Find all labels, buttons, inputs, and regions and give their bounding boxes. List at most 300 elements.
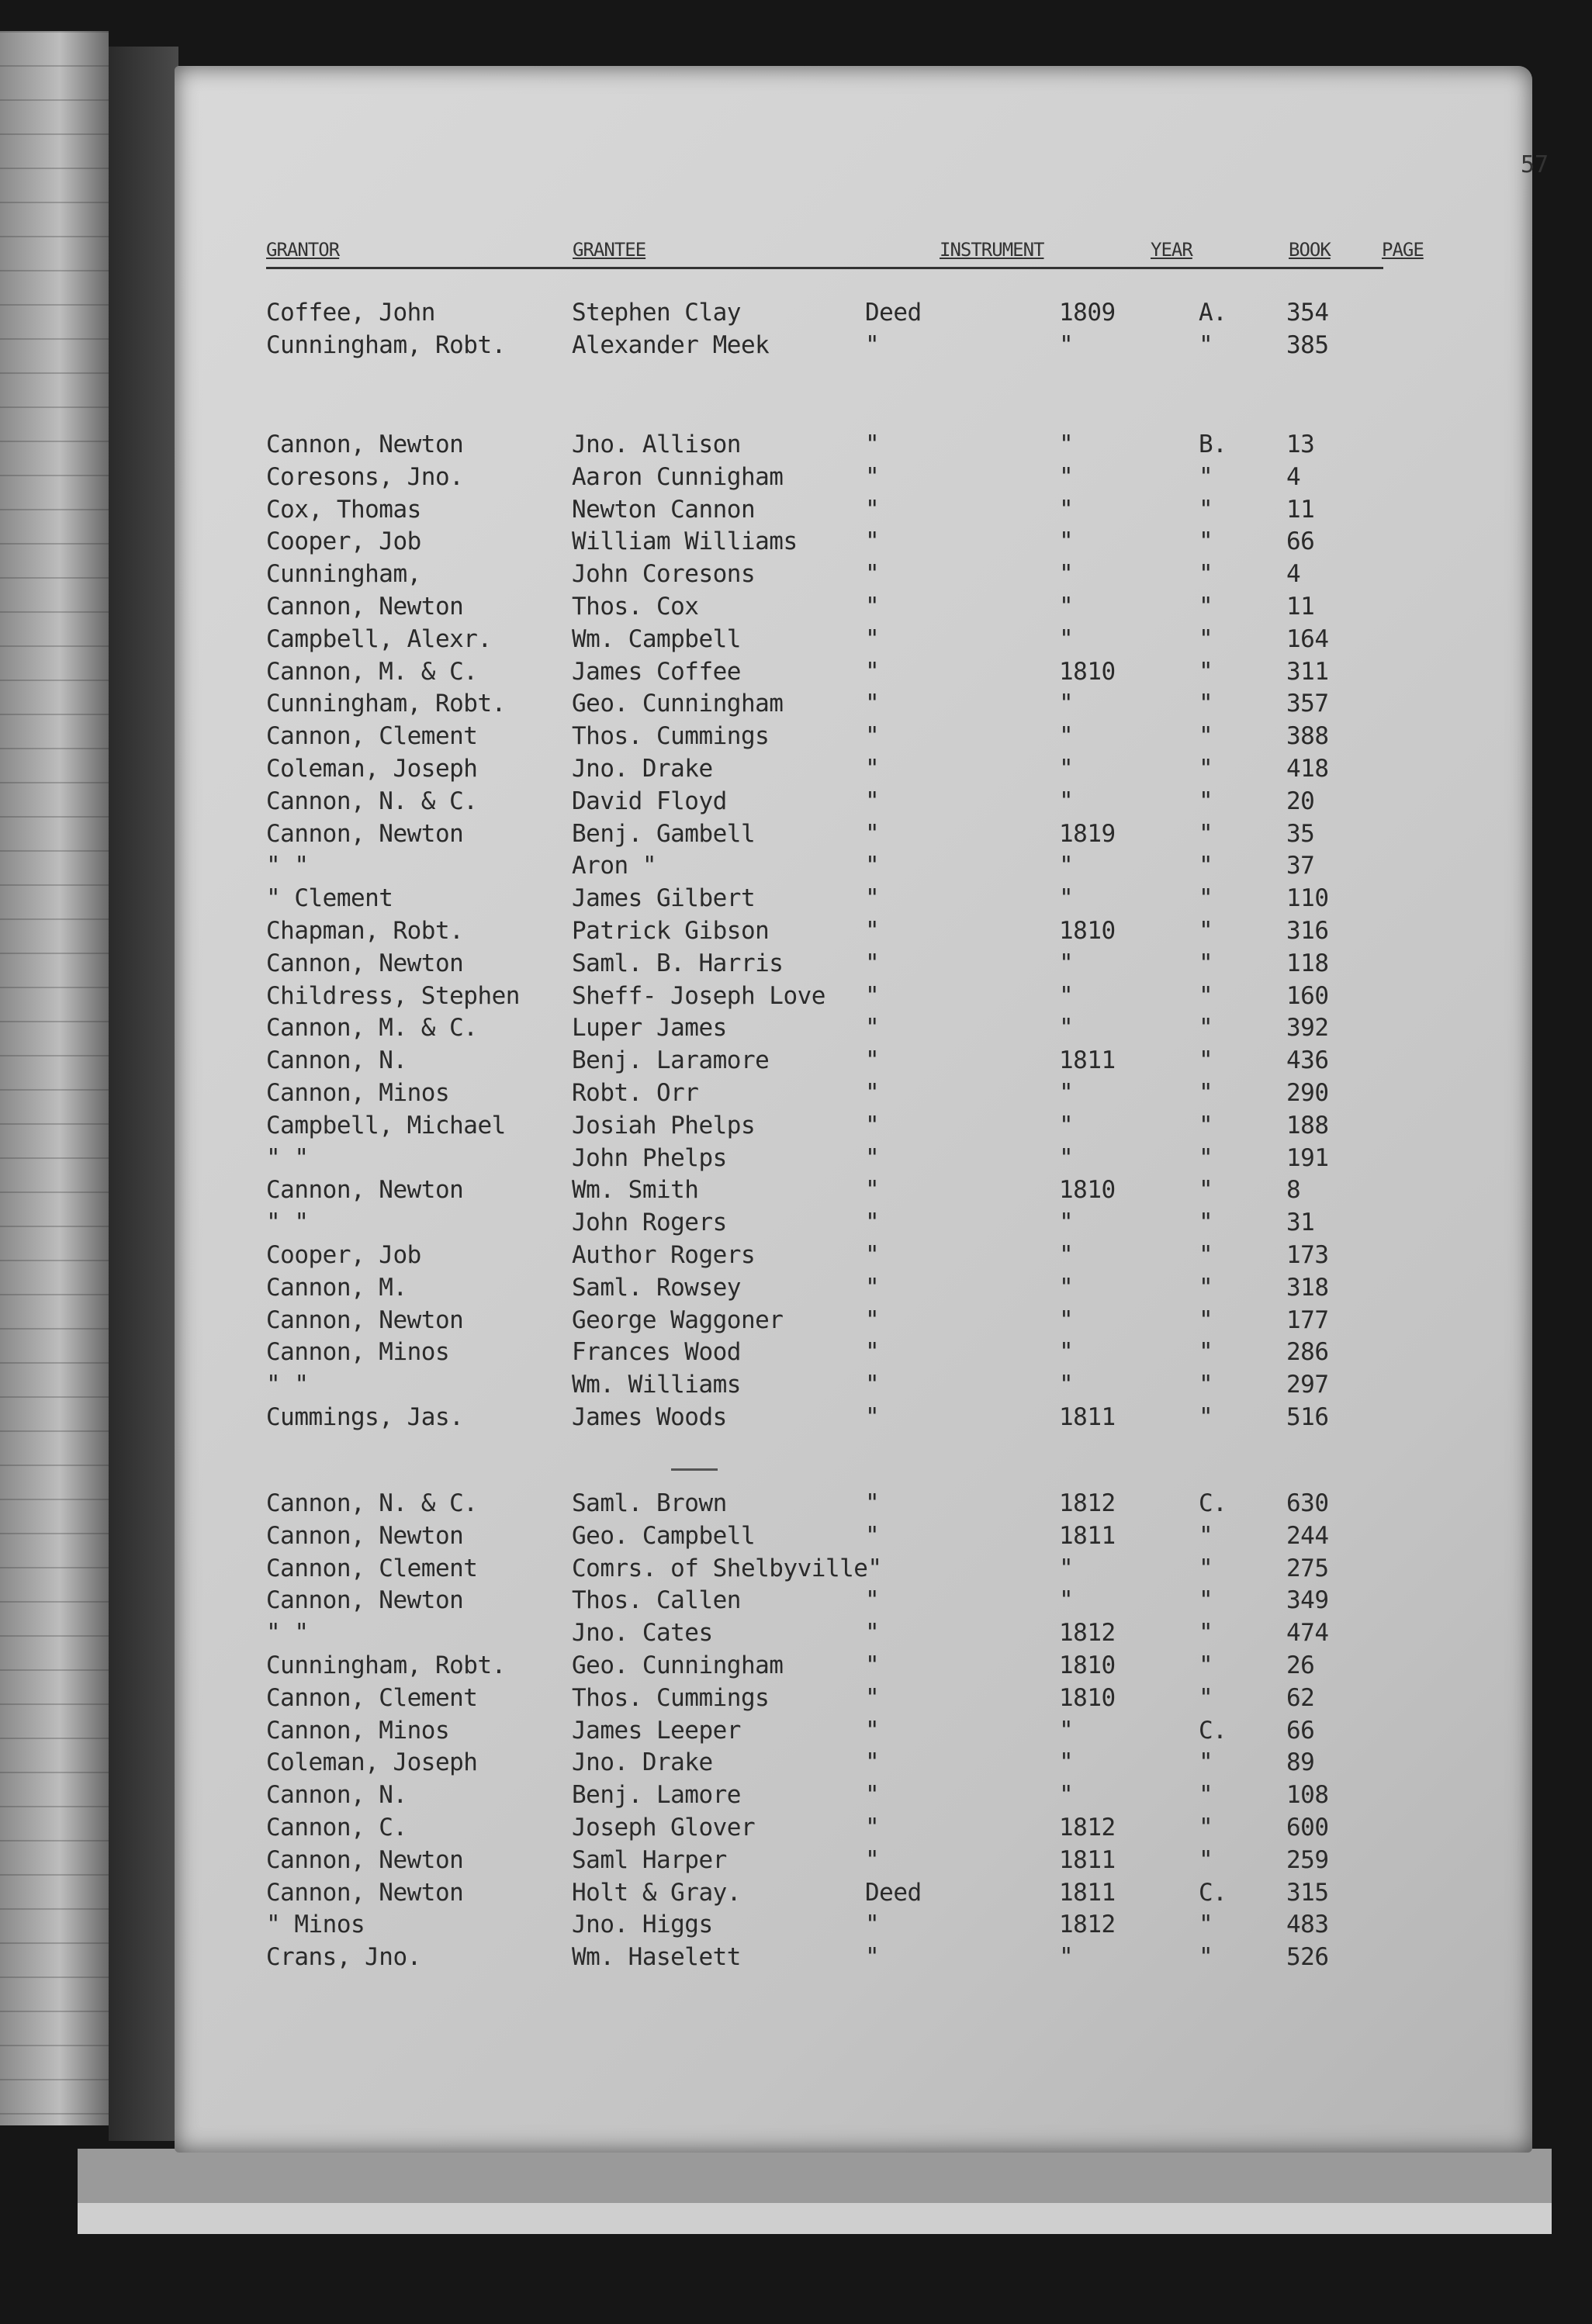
year-cell: " [1059,560,1074,589]
table-row [175,1176,1493,1207]
book-cell: " [1199,1241,1213,1269]
book-cell: " [1199,1014,1213,1043]
grantor-cell: Cannon, Newton [266,1878,464,1907]
book-cell: " [1199,1371,1213,1399]
table-row [175,949,1493,980]
page-cell: 173 [1286,1241,1329,1269]
year-cell: " [1059,624,1074,653]
grantee-cell: Sheff- Joseph Love [572,981,825,1010]
table-row [175,1911,1493,1942]
year-cell: 1811 [1059,1403,1116,1431]
book-cell: C. [1199,1716,1227,1745]
year-cell: " [1059,981,1074,1010]
book-cell: " [1199,657,1213,686]
table-row [175,1748,1493,1779]
grantee-cell: Geo. Campbell [572,1521,756,1550]
instrument-cell: " [865,722,880,751]
header-page: PAGE [1382,239,1424,261]
table-row [175,431,1493,462]
instrument-cell: " [865,981,880,1010]
grantee-cell: Alexander Meek [572,330,770,359]
page-cell: 118 [1286,949,1329,977]
page-cell: 275 [1286,1554,1329,1582]
book-cell: " [1199,1845,1213,1874]
year-cell: " [1059,1338,1074,1367]
page-cell: 297 [1286,1371,1329,1399]
page-cell: 13 [1286,431,1315,458]
table-row [175,527,1493,559]
grantee-cell: Wm. Smith [572,1176,699,1205]
book-cell: " [1199,1338,1213,1367]
grantor-cell: " " [266,1143,309,1172]
grantee-cell: Holt & Gray. [572,1878,741,1907]
grantor-cell: Cunningham, [266,560,421,589]
grantee-cell: Thos. Cox [572,593,699,621]
year-cell: " [1059,690,1074,718]
grantee-cell: John Coresons [572,560,756,589]
grantor-cell: Cannon, N. [266,1046,407,1075]
book-cell: A. [1199,299,1227,327]
year-cell: " [1059,1241,1074,1269]
page-cell: 108 [1286,1781,1329,1810]
year-cell: 1810 [1059,657,1116,686]
grantor-cell: " " [266,852,309,880]
instrument-cell: " [865,1943,880,1972]
page-cell: 31 [1286,1209,1315,1237]
grantee-cell: George Waggoner [572,1306,784,1334]
grantee-cell: David Floyd [572,787,727,815]
grantee-cell: Robt. Orr [572,1079,699,1107]
grantee-cell: Benj. Laramore [572,1046,770,1075]
table-row [175,560,1493,591]
grantor-cell: " " [266,1209,309,1237]
page-cell: 66 [1286,527,1315,556]
table-row [175,463,1493,494]
instrument-cell: " [865,1748,880,1777]
year-cell: 1810 [1059,1683,1116,1712]
book-cell: " [1199,1814,1213,1842]
year-cell: 1812 [1059,1489,1116,1517]
previous-page-edge [0,31,109,2125]
instrument-cell: " [865,624,880,653]
year-cell: " [1059,1143,1074,1172]
page-cell: 89 [1286,1748,1315,1777]
grantee-cell: William Williams [572,527,798,556]
table-row [175,1371,1493,1402]
grantor-cell: Cannon, C. [266,1814,407,1842]
grantee-cell: Frances Wood [572,1338,741,1367]
grantor-cell: Cannon, Newton [266,1176,464,1205]
year-cell: 1811 [1059,1845,1116,1874]
year-cell: 1819 [1059,819,1116,848]
table-row [175,1651,1493,1682]
table-row [175,1241,1493,1272]
book-cell: " [1199,722,1213,751]
header-book: BOOK [1289,239,1331,261]
header-year: YEAR [1151,239,1192,261]
year-cell: " [1059,1554,1074,1582]
instrument-cell: " [865,1683,880,1712]
grantee-cell: Benj. Lamore [572,1781,741,1810]
grantor-cell: Chapman, Robt. [266,917,464,945]
page-cell: 526 [1286,1943,1329,1972]
instrument-cell: " [865,1619,880,1648]
page-cell: 4 [1286,462,1301,491]
book-cell: " [1199,624,1213,653]
table-row [175,1684,1493,1715]
book-cell: " [1199,787,1213,815]
book-cell: C. [1199,1878,1227,1907]
page-cell: 315 [1286,1878,1329,1907]
grantor-cell: Childress, Stephen [266,981,520,1010]
grantor-cell: Coleman, Joseph [266,755,478,783]
year-cell: " [1059,755,1074,783]
book-cell: " [1199,852,1213,880]
grantee-cell: Geo. Cunningham [572,1651,784,1679]
year-cell: 1810 [1059,1176,1116,1205]
page-cell: 418 [1286,755,1329,783]
grantor-cell: Cannon, M. & C. [266,657,478,686]
instrument-cell: " [865,1521,880,1550]
grantee-cell: Luper James [572,1014,727,1043]
table-row [175,625,1493,656]
table-row [175,982,1493,1013]
book-cell: " [1199,1521,1213,1550]
grantee-cell: Thos. Callen [572,1586,741,1615]
grantee-cell: Geo. Cunningham [572,690,784,718]
book-cell: " [1199,593,1213,621]
year-cell: " [1059,722,1074,751]
table-row [175,658,1493,689]
grantor-cell: Cunningham, Robt. [266,330,506,359]
book-cell: " [1199,1273,1213,1302]
grantor-cell: Cannon, N. [266,1781,407,1810]
year-cell: 1812 [1059,1619,1116,1648]
book-cell: " [1199,1209,1213,1237]
book-cell: " [1199,1586,1213,1615]
instrument-cell: " [865,884,880,913]
book-cell: " [1199,1619,1213,1648]
grantor-cell: Cooper, Job [266,527,421,556]
grantor-cell: Cannon, Clement [266,1554,478,1582]
page-cell: 11 [1286,593,1315,621]
page-cell: 388 [1286,722,1329,751]
grantee-cell: Jno. Higgs [572,1911,713,1939]
instrument-cell: " [865,917,880,945]
table-row [175,331,1493,362]
page-cell: 357 [1286,690,1329,718]
year-cell: " [1059,1079,1074,1107]
table-row [175,852,1493,883]
grantor-cell: Cannon, Newton [266,431,464,458]
book-cell: " [1199,1748,1213,1777]
grantee-cell: John Rogers [572,1209,727,1237]
page-number: 57 [1521,151,1549,178]
instrument-cell: " [865,1781,880,1810]
instrument-cell: " [865,755,880,783]
book-cell: " [1199,1079,1213,1107]
page-cell: 385 [1286,330,1329,359]
table-row [175,1338,1493,1369]
table-row [175,755,1493,786]
grantee-cell: Jno. Cates [572,1619,713,1648]
year-cell: 1809 [1059,299,1116,327]
page-cell: 311 [1286,657,1329,686]
year-cell: 1811 [1059,1046,1116,1075]
book-cell: " [1199,1683,1213,1712]
year-cell: " [1059,462,1074,491]
page-cell: 483 [1286,1911,1329,1939]
instrument-cell: " [865,1046,880,1075]
instrument-cell: " [865,1306,880,1334]
grantee-cell: Wm. Williams [572,1371,741,1399]
page-cell: 436 [1286,1046,1329,1075]
page-cell: 66 [1286,1716,1315,1745]
grantor-cell: Cannon, Minos [266,1338,450,1367]
instrument-cell: Deed [865,299,922,327]
page-cell: 318 [1286,1273,1329,1302]
grantee-cell: Comrs. of Shelbyville" [572,1554,882,1582]
instrument-cell: " [865,657,880,686]
year-cell: " [1059,1111,1074,1140]
instrument-cell: " [865,1814,880,1842]
grantor-cell: Crans, Jno. [266,1943,421,1972]
page-cell: 354 [1286,299,1329,327]
book-cell: " [1199,1176,1213,1205]
page-cell: 474 [1286,1619,1329,1648]
grantor-cell: Cunningham, Robt. [266,690,506,718]
book-cell: " [1199,1554,1213,1582]
grantor-cell: Cannon, Clement [266,1683,478,1712]
grantee-cell: Thos. Cummings [572,722,770,751]
grantee-cell: Thos. Cummings [572,1683,770,1712]
grantor-cell: Cannon, N. & C. [266,787,478,815]
year-cell: " [1059,1586,1074,1615]
grantee-cell: Patrick Gibson [572,917,770,945]
ledger-page [175,66,1549,2153]
year-cell: " [1059,330,1074,359]
book-cell: B. [1199,431,1227,458]
page-cell: 290 [1286,1079,1329,1107]
table-row [175,1846,1493,1877]
instrument-cell: " [865,1371,880,1399]
year-cell: 1811 [1059,1521,1116,1550]
instrument-cell: " [865,431,880,458]
instrument-cell: " [865,495,880,524]
book-cell: " [1199,884,1213,913]
grantor-cell: Coresons, Jno. [266,462,464,491]
instrument-cell: " [865,1338,880,1367]
instrument-cell: " [865,593,880,621]
grantor-cell: Cannon, N. & C. [266,1489,478,1517]
instrument-cell: " [865,1489,880,1517]
grantor-cell: Campbell, Alexr. [266,624,492,653]
table-row [175,1522,1493,1553]
grantor-cell: Cannon, Newton [266,593,464,621]
book-cell: " [1199,1943,1213,1972]
instrument-cell: " [865,1241,880,1269]
grantee-cell: James Woods [572,1403,727,1431]
table-row [175,1403,1493,1434]
year-cell: " [1059,593,1074,621]
binding-gutter [109,47,178,2141]
year-cell: " [1059,1306,1074,1334]
table-row [175,690,1493,721]
year-cell: 1810 [1059,1651,1116,1679]
grantee-cell: James Leeper [572,1716,741,1745]
grantor-cell: Cannon, M. & C. [266,1014,478,1043]
page-cell: 160 [1286,981,1329,1010]
year-cell: " [1059,787,1074,815]
page-cell: 4 [1286,560,1301,589]
instrument-cell: " [865,1111,880,1140]
page-cell: 188 [1286,1111,1329,1140]
book-cell: " [1199,949,1213,977]
grantee-cell: Saml. B. Harris [572,949,784,977]
grantee-cell: Jno. Allison [572,431,741,458]
year-cell: 1812 [1059,1911,1116,1939]
book-cell: " [1199,1911,1213,1939]
grantor-cell: Campbell, Michael [266,1111,506,1140]
table-row [175,1555,1493,1586]
year-cell: " [1059,1716,1074,1745]
book-cell: " [1199,1306,1213,1334]
scanner-bed-strip [78,2203,1552,2234]
group-separator [671,1468,718,1471]
scanner-bed-edge [78,2149,1552,2203]
instrument-cell: " [865,1651,880,1679]
year-cell: " [1059,852,1074,880]
instrument-cell: " [865,787,880,815]
grantee-cell: James Coffee [572,657,741,686]
grantee-cell: Jno. Drake [572,1748,713,1777]
grantor-cell: Cannon, Newton [266,819,464,848]
instrument-cell: " [865,1079,880,1107]
book-cell: " [1199,1781,1213,1810]
year-cell: 1812 [1059,1814,1116,1842]
page-cell: 600 [1286,1814,1329,1842]
book-cell: " [1199,981,1213,1010]
year-cell: " [1059,1748,1074,1777]
year-cell: " [1059,431,1074,458]
grantor-cell: Cannon, Newton [266,1586,464,1615]
instrument-cell: " [865,1716,880,1745]
instrument-cell: " [865,527,880,556]
table-row [175,1781,1493,1812]
grantor-cell: Cannon, Newton [266,1845,464,1874]
book-cell: " [1199,462,1213,491]
grantor-cell: Coleman, Joseph [266,1748,478,1777]
table-row [175,1619,1493,1650]
book-cell: " [1199,1143,1213,1172]
table-row [175,722,1493,753]
book-cell: " [1199,819,1213,848]
instrument-cell: " [865,330,880,359]
grantor-cell: Cummings, Jas. [266,1403,464,1431]
book-cell: " [1199,690,1213,718]
grantee-cell: Benj. Gambell [572,819,756,848]
book-cell: " [1199,527,1213,556]
book-cell: " [1199,1046,1213,1075]
book-cell: " [1199,1111,1213,1140]
grantee-cell: Jno. Drake [572,755,713,783]
instrument-cell: " [865,1911,880,1939]
year-cell: " [1059,1781,1074,1810]
header-instrument: INSTRUMENT [940,239,1044,261]
page-cell: 110 [1286,884,1329,913]
page-cell: 191 [1286,1143,1329,1172]
book-cell: " [1199,917,1213,945]
table-row [175,1489,1493,1520]
grantor-cell: Cox, Thomas [266,495,421,524]
year-cell: 1810 [1059,917,1116,945]
instrument-cell: " [865,1586,880,1615]
page-cell: 630 [1286,1489,1329,1517]
grantor-cell: Cannon, Clement [266,722,478,751]
grantee-cell: John Phelps [572,1143,727,1172]
page-cell: 26 [1286,1651,1315,1679]
header-grantor: GRANTOR [266,239,340,261]
grantor-cell: Cannon, Newton [266,1521,464,1550]
table-row [175,917,1493,948]
book-cell: " [1199,495,1213,524]
page-cell: 35 [1286,819,1315,848]
grantor-cell: Cannon, Minos [266,1079,450,1107]
book-cell: " [1199,1651,1213,1679]
table-row [175,1717,1493,1748]
table-row [175,884,1493,915]
book-cell: C. [1199,1489,1227,1517]
grantor-cell: Cooper, Job [266,1241,421,1269]
instrument-cell: " [865,1014,880,1043]
grantee-cell: Wm. Haselett [572,1943,741,1972]
page-cell: 164 [1286,624,1329,653]
year-cell: " [1059,949,1074,977]
table-row [175,1209,1493,1240]
instrument-cell: " [865,690,880,718]
page-cell: 244 [1286,1521,1329,1550]
table-row [175,1046,1493,1077]
table-row [175,820,1493,851]
instrument-cell: " [865,462,880,491]
page-cell: 316 [1286,917,1329,945]
grantee-cell: James Gilbert [572,884,756,913]
table-row [175,496,1493,527]
grantee-cell: Newton Cannon [572,495,756,524]
table-row [175,1112,1493,1143]
year-cell: " [1059,1209,1074,1237]
grantee-cell: Author Rogers [572,1241,756,1269]
page-cell: 286 [1286,1338,1329,1367]
grantor-cell: " Clement [266,884,393,913]
grantee-cell: Stephen Clay [572,299,741,327]
column-header-row [266,233,1424,269]
instrument-cell: Deed [865,1878,922,1907]
instrument-cell: " [865,1209,880,1237]
grantor-cell: Cannon, Newton [266,949,464,977]
table-row [175,1943,1493,1974]
grantee-cell: Saml. Brown [572,1489,727,1517]
instrument-cell: " [865,1273,880,1302]
table-row [175,1586,1493,1617]
year-cell: " [1059,884,1074,913]
year-cell: " [1059,1273,1074,1302]
table-row [175,1306,1493,1337]
page-cell: 392 [1286,1014,1329,1043]
grantee-cell: Saml. Rowsey [572,1273,741,1302]
instrument-cell: " [865,1176,880,1205]
page-cell: 11 [1286,495,1315,524]
